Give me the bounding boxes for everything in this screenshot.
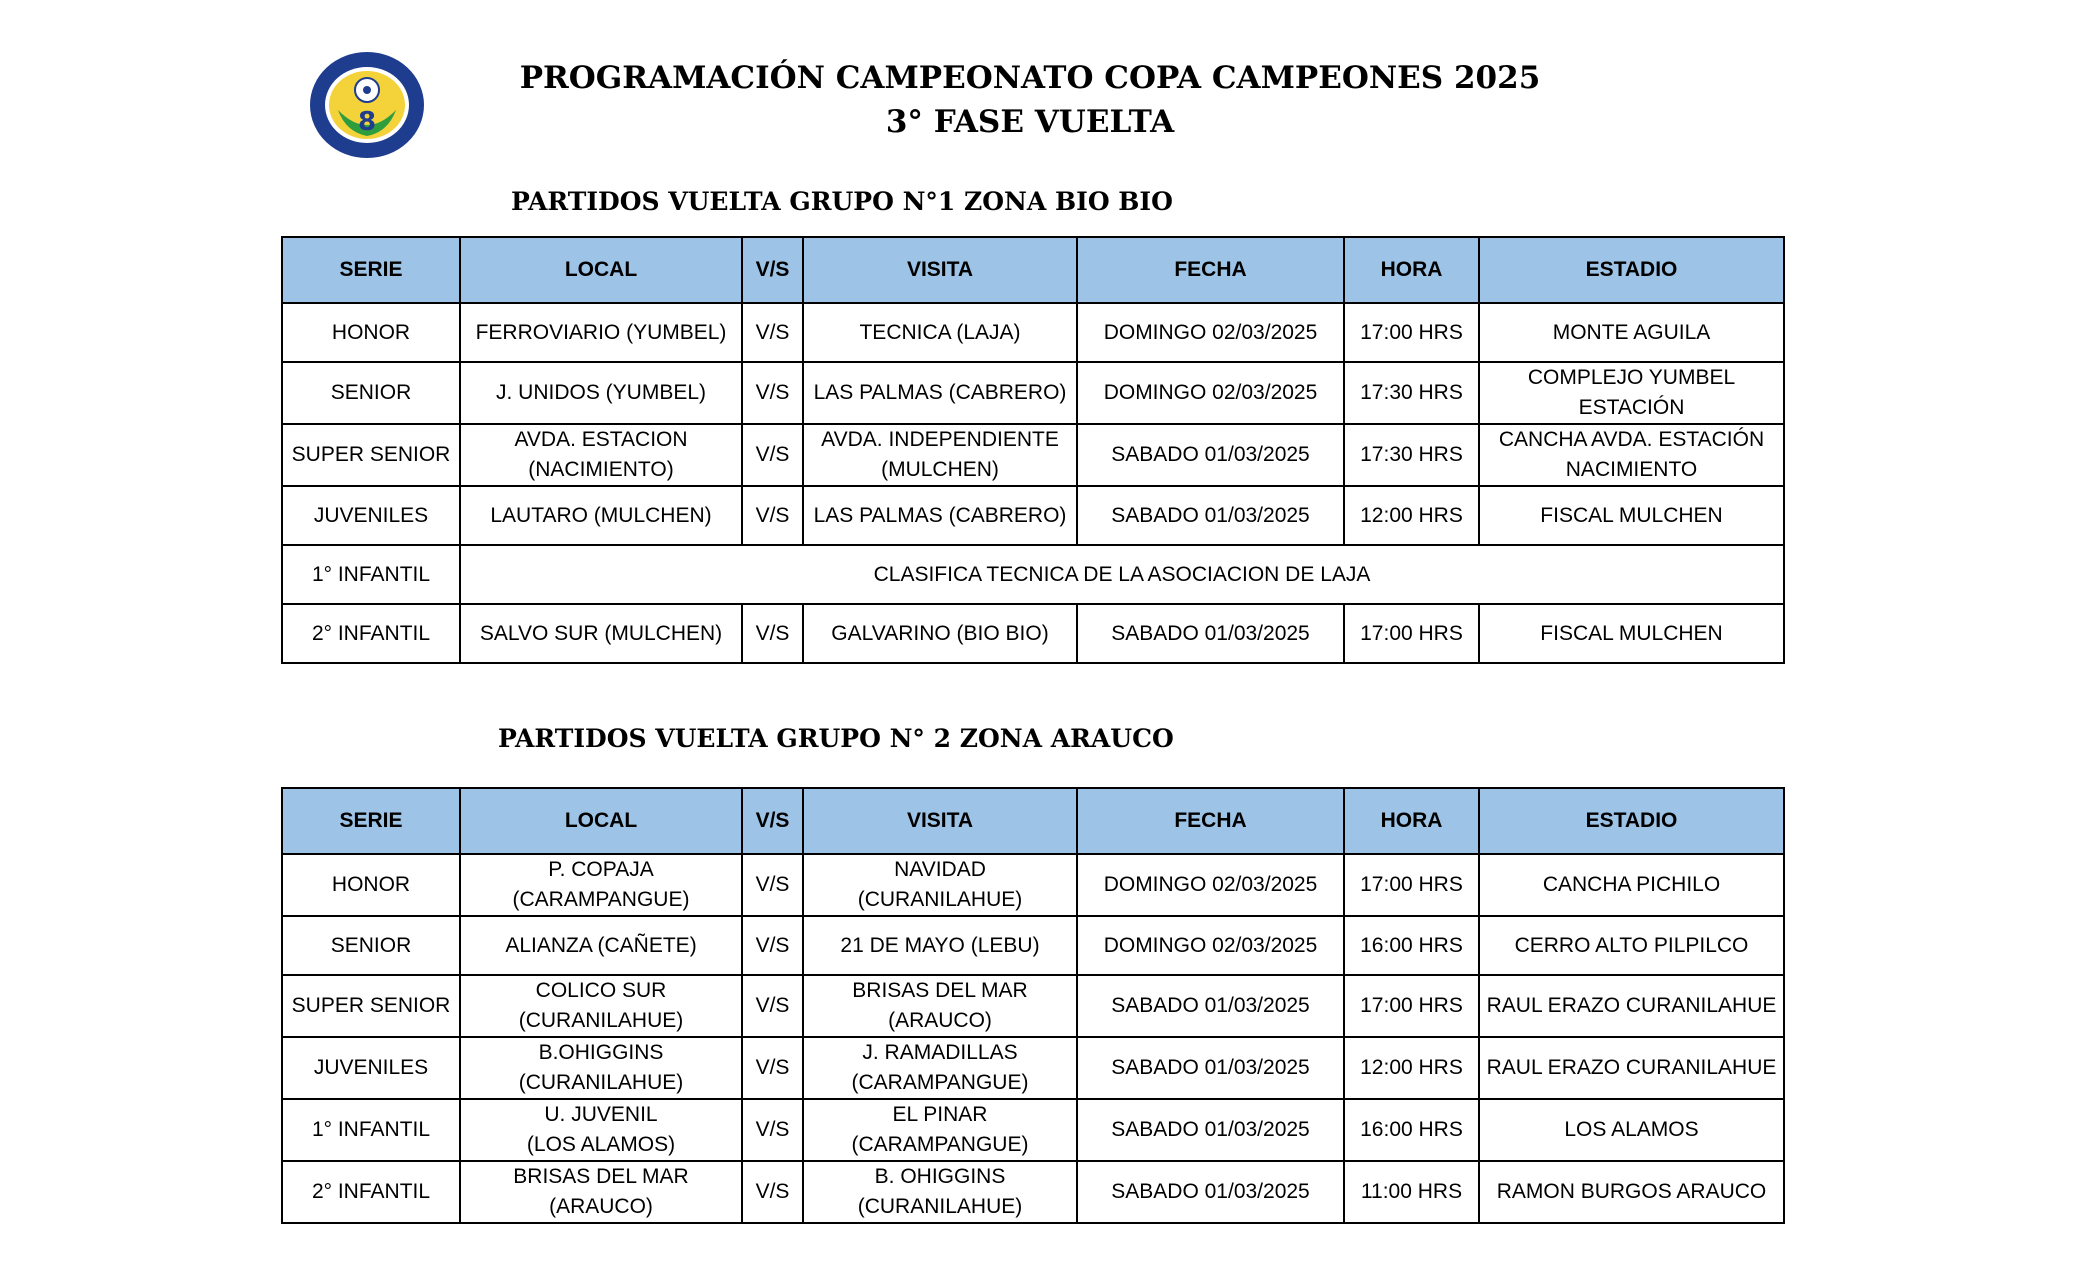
visita-cell-line: GALVARINO (BIO BIO) (831, 621, 1049, 645)
local-cell-line: BRISAS DEL MAR (ARAUCO) (513, 1165, 689, 1218)
estadio-cell (1479, 1099, 1784, 1161)
visita-cell (803, 362, 1077, 424)
fecha-cell: SABADO 01/03/2025 (1077, 604, 1344, 663)
local-cell-line: P. COPAJA (548, 858, 654, 881)
local-cell (460, 362, 742, 424)
visita-cell (803, 1161, 1077, 1223)
vs-cell: V/S (742, 486, 803, 545)
fecha-cell: DOMINGO 02/03/2025 (1077, 854, 1344, 916)
local-cell (460, 1099, 742, 1161)
visita-cell-line: (CARAMPANGUE) (851, 1133, 1029, 1156)
hora-cell: 16:00 HRS (1344, 916, 1479, 975)
column-header: V/S (742, 788, 803, 854)
local-cell (460, 486, 742, 545)
serie-cell: 2° INFANTIL (282, 1161, 460, 1223)
local-cell-line: COLICO SUR (535, 979, 667, 1002)
local-cell-line: LAUTARO (MULCHEN) (490, 503, 712, 527)
serie-cell: SUPER SENIOR (282, 975, 460, 1037)
column-header: HORA (1344, 237, 1479, 303)
title-line-1: PROGRAMACIÓN CAMPEONATO COPA CAMPEONES 2025 (519, 60, 1541, 96)
estadio-cell (1479, 604, 1784, 663)
estadio-cell (1479, 303, 1784, 362)
visita-cell-line: BRISAS DEL MAR (852, 979, 1028, 1002)
table-row (282, 362, 1784, 424)
local-cell-line: FERROVIARIO (YUMBEL) (475, 320, 727, 344)
visita-cell-line: B. OHIGGINS (874, 1165, 1006, 1188)
association-logo-icon (308, 50, 426, 160)
vs-cell: V/S (742, 916, 803, 975)
table-row (282, 975, 1784, 1037)
logo-number: 8 (357, 107, 377, 137)
hora-cell: 17:30 HRS (1344, 362, 1479, 424)
fecha-cell: SABADO 01/03/2025 (1077, 1037, 1344, 1099)
column-header: V/S (742, 237, 803, 303)
estadio-cell-line: RAUL ERAZO CURANILAHUE (1486, 994, 1777, 1017)
local-cell (460, 975, 742, 1037)
local-cell-line: B.OHIGGINS (538, 1041, 664, 1064)
estadio-cell (1479, 975, 1784, 1037)
visita-cell (803, 916, 1077, 975)
estadio-cell-line: CANCHA PICHILO (1542, 873, 1721, 896)
vs-cell: V/S (742, 1099, 803, 1161)
estadio-cell-line: LOS ALAMOS (1564, 1118, 1699, 1141)
vs-cell: V/S (742, 362, 803, 424)
hora-cell: 16:00 HRS (1344, 1099, 1479, 1161)
vs-cell: V/S (742, 1037, 803, 1099)
local-cell (460, 424, 742, 486)
column-header: HORA (1344, 788, 1479, 854)
fecha-cell: SABADO 01/03/2025 (1077, 1161, 1344, 1223)
local-cell-line: (CURANILAHUE) (518, 1071, 684, 1094)
estadio-cell-line: NACIMIENTO (1565, 458, 1698, 481)
visita-cell-line: LAS PALMAS (CABRERO) (813, 381, 1067, 404)
local-cell-line: (CURANILAHUE) (518, 1009, 684, 1032)
estadio-cell (1479, 362, 1784, 424)
local-cell-line: ALIANZA (CAÑETE) (505, 933, 697, 957)
visita-cell (803, 975, 1077, 1037)
visita-cell-line: 21 DE MAYO (LEBU) (840, 933, 1040, 957)
fecha-cell: SABADO 01/03/2025 (1077, 486, 1344, 545)
vs-cell: V/S (742, 303, 803, 362)
vs-cell: V/S (742, 424, 803, 486)
estadio-cell-line: RAUL ERAZO CURANILAHUE (1486, 1056, 1777, 1079)
estadio-cell-line: FISCAL MULCHEN (1540, 503, 1723, 527)
hora-cell: 17:30 HRS (1344, 424, 1479, 486)
table-row (282, 545, 1784, 604)
fecha-cell: SABADO 01/03/2025 (1077, 424, 1344, 486)
estadio-cell-line: FISCAL MULCHEN (1540, 621, 1723, 645)
estadio-cell (1479, 1161, 1784, 1223)
fecha-cell: DOMINGO 02/03/2025 (1077, 303, 1344, 362)
fecha-cell: DOMINGO 02/03/2025 (1077, 916, 1344, 975)
visita-cell-line: TECNICA (LAJA) (859, 320, 1021, 344)
local-cell (460, 916, 742, 975)
column-header: LOCAL (460, 788, 742, 854)
vs-cell: V/S (742, 1161, 803, 1223)
estadio-cell (1479, 916, 1784, 975)
table-row (282, 854, 1784, 916)
visita-cell-line: (MULCHEN) (881, 458, 999, 481)
column-header: ESTADIO (1479, 237, 1784, 303)
visita-cell-line: (CURANILAHUE) (857, 888, 1023, 911)
hora-cell: 17:00 HRS (1344, 854, 1479, 916)
hora-cell: 12:00 HRS (1344, 1037, 1479, 1099)
local-cell (460, 303, 742, 362)
visita-cell-line: NAVIDAD (894, 858, 986, 881)
table-header (282, 788, 1784, 854)
serie-cell: SENIOR (282, 362, 460, 424)
table-row (282, 1161, 1784, 1223)
estadio-cell (1479, 854, 1784, 916)
visita-cell-line: AVDA. INDEPENDIENTE (821, 428, 1059, 451)
serie-cell: HONOR (282, 854, 460, 916)
table-row (282, 486, 1784, 545)
column-header: VISITA (803, 788, 1077, 854)
page-title (460, 56, 1600, 144)
serie-cell: 2° INFANTIL (282, 604, 460, 663)
visita-cell-line: J. RAMADILLAS (862, 1041, 1018, 1064)
serie-cell: JUVENILES (282, 1037, 460, 1099)
group-1-title: PARTIDOS VUELTA GRUPO N°1 ZONA BIO BIO (511, 187, 1173, 216)
table-row (282, 1037, 1784, 1099)
local-cell-line: U. JUVENIL (544, 1103, 658, 1126)
fecha-cell: SABADO 01/03/2025 (1077, 1099, 1344, 1161)
visita-cell (803, 1099, 1077, 1161)
serie-cell: 1° INFANTIL (282, 1099, 460, 1161)
fecha-cell: SABADO 01/03/2025 (1077, 975, 1344, 1037)
estadio-cell (1479, 486, 1784, 545)
estadio-cell-line: MONTE AGUILA (1552, 320, 1711, 344)
column-header: VISITA (803, 237, 1077, 303)
table-row (282, 424, 1784, 486)
group-2-title: PARTIDOS VUELTA GRUPO N° 2 ZONA ARAUCO (498, 724, 1174, 753)
visita-cell-line: EL PINAR (892, 1103, 988, 1126)
vs-cell: V/S (742, 604, 803, 663)
visita-cell (803, 854, 1077, 916)
column-header: LOCAL (460, 237, 742, 303)
column-header: FECHA (1077, 237, 1344, 303)
column-header: ESTADIO (1479, 788, 1784, 854)
group-1-fixtures-table (281, 236, 1785, 664)
visita-cell-line: (CARAMPANGUE) (851, 1071, 1029, 1094)
title-line-2: 3° FASE VUELTA (885, 104, 1175, 140)
visita-cell-line: (ARAUCO) (888, 1009, 992, 1032)
estadio-cell (1479, 424, 1784, 486)
serie-cell: SENIOR (282, 916, 460, 975)
column-header: FECHA (1077, 788, 1344, 854)
column-header: SERIE (282, 788, 460, 854)
estadio-cell-line: CANCHA AVDA. ESTACIÓN (1498, 428, 1765, 451)
table-row (282, 1099, 1784, 1161)
local-cell-line: (CARAMPANGUE) (512, 888, 690, 911)
hora-cell: 17:00 HRS (1344, 604, 1479, 663)
local-cell-line: (LOS ALAMOS) (526, 1133, 676, 1156)
hora-cell: 17:00 HRS (1344, 975, 1479, 1037)
note-cell: CLASIFICA TECNICA DE LA ASOCIACION DE LAJA (460, 545, 1784, 604)
visita-cell-line: (CURANILAHUE) (857, 1195, 1023, 1218)
local-cell (460, 854, 742, 916)
hora-cell: 17:00 HRS (1344, 303, 1479, 362)
local-cell-line: J. UNIDOS (YUMBEL) (495, 381, 707, 404)
visita-cell (803, 424, 1077, 486)
column-header: SERIE (282, 237, 460, 303)
hora-cell: 11:00 HRS (1344, 1161, 1479, 1223)
local-cell (460, 1037, 742, 1099)
serie-cell: SUPER SENIOR (282, 424, 460, 486)
serie-cell: JUVENILES (282, 486, 460, 545)
visita-cell (803, 303, 1077, 362)
serie-cell: HONOR (282, 303, 460, 362)
estadio-cell (1479, 1037, 1784, 1099)
local-cell-line: (NACIMIENTO) (528, 458, 674, 481)
estadio-cell-line: COMPLEJO YUMBEL (1527, 366, 1736, 389)
table-row (282, 604, 1784, 663)
table-row (282, 303, 1784, 362)
local-cell (460, 1161, 742, 1223)
hora-cell: 12:00 HRS (1344, 486, 1479, 545)
table-row (282, 916, 1784, 975)
group-2-fixtures-table (281, 787, 1785, 1224)
visita-cell (803, 1037, 1077, 1099)
visita-cell-line: LAS PALMAS (CABRERO) (813, 503, 1067, 527)
local-cell (460, 604, 742, 663)
fecha-cell: DOMINGO 02/03/2025 (1077, 362, 1344, 424)
local-cell-line: SALVO SUR (MULCHEN) (479, 621, 723, 645)
local-cell-line: AVDA. ESTACION (514, 428, 688, 451)
vs-cell: V/S (742, 854, 803, 916)
visita-cell (803, 486, 1077, 545)
estadio-cell-line: RAMON BURGOS ARAUCO (1496, 1180, 1767, 1203)
estadio-cell-line: CERRO ALTO PILPILCO (1514, 933, 1749, 957)
serie-cell: 1° INFANTIL (282, 545, 460, 604)
table-header (282, 237, 1784, 303)
visita-cell (803, 604, 1077, 663)
vs-cell: V/S (742, 975, 803, 1037)
estadio-cell-line: ESTACIÓN (1578, 396, 1685, 419)
